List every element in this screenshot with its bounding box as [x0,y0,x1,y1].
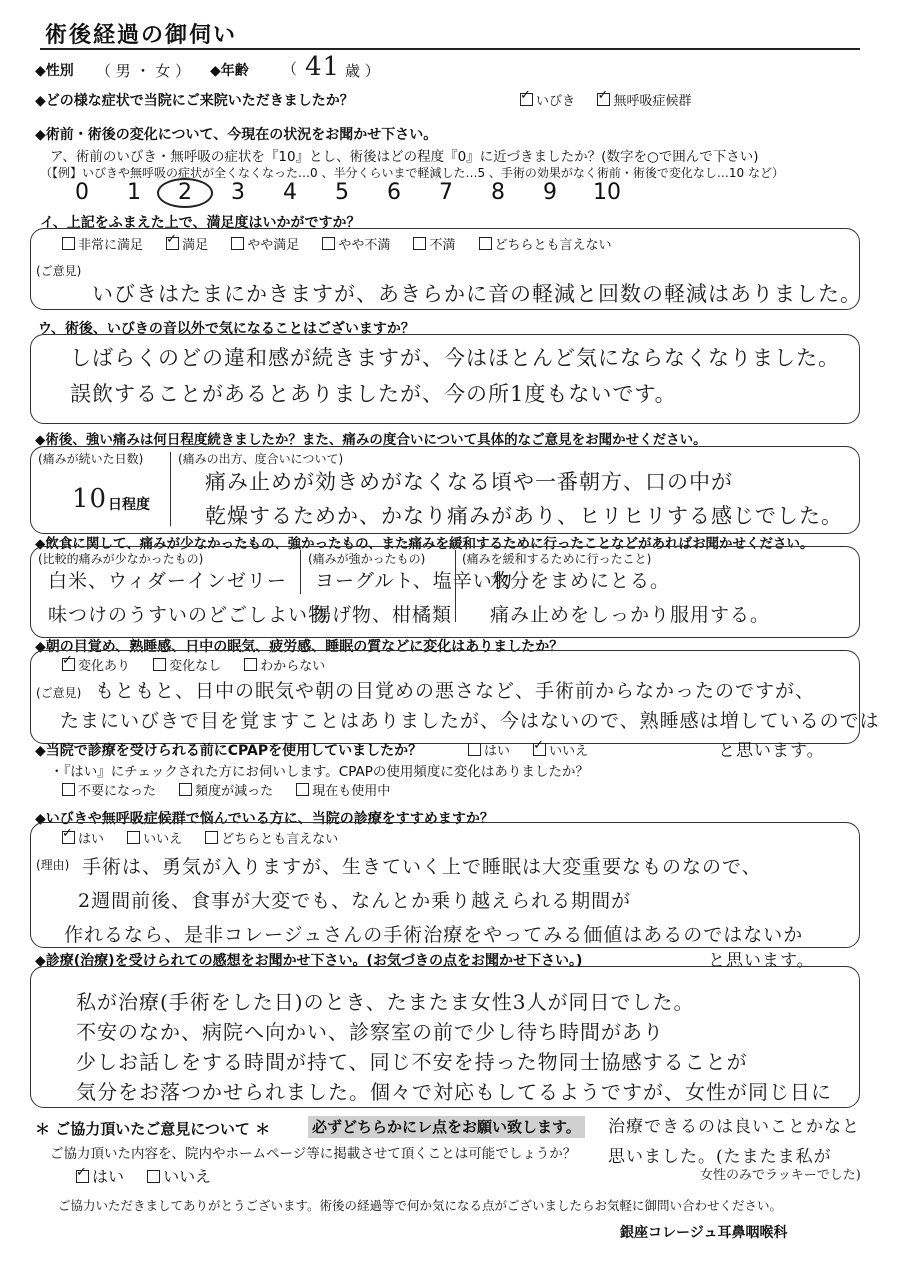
scale-3[interactable]: 3 [231,180,245,205]
gender-options[interactable]: （ 男 ・ 女 ） [96,62,191,80]
scale-2[interactable] [160,180,212,208]
food-col2-1[interactable]: ヨーグルト、塩辛い物 [315,570,513,592]
consent-option-no[interactable]: いいえ [147,1164,211,1187]
checkbox-icon[interactable] [479,237,492,250]
age-unit: 歳 ） [345,62,380,80]
impression-answer-1[interactable]: 私が治療(手術をした日)のとき、たまたま女性3人が同日でした。 [76,990,695,1014]
checkbox-icon[interactable] [413,237,426,250]
symptom-snoring-option[interactable]: ✓ いびき [520,90,575,109]
satisfaction-question: イ、上記をふまえた上で、満足度はいかがですか？ [40,215,361,231]
checkbox-checked-icon[interactable] [166,237,179,250]
checkbox-icon[interactable] [468,743,481,756]
pain-detail-1[interactable]: 痛み止めが効きめがなくなる頃や一番朝方、口の中が [205,470,733,494]
food-divider-1 [300,550,301,594]
morning-option-no-change[interactable]: 変化なし [153,655,221,674]
scale-1[interactable]: 1 [127,180,141,205]
consent-label: ＊ ご協力頂いたご意見について ＊ [35,1120,271,1138]
impression-question: ◆診療(治療)を受けられての感想をお聞かせ下さい。(お気づきの点をお聞かせ下さい。) [35,953,583,969]
checkbox-icon[interactable] [322,237,335,250]
pain-days-label: (痛みが続いた日数) [38,452,144,466]
cpap-sub-options [62,780,408,799]
pain-detail-label: (痛みの出方、度合いについて) [178,452,344,466]
satisfaction-opinion[interactable]: いびきはたまにかきますが、あきらかに音の軽減と回数の軽減はありました。 [92,282,862,306]
scale-0[interactable]: 0 [75,180,89,205]
recommend-reason-4[interactable]: と思います。 [708,951,815,971]
checkbox-checked-icon[interactable] [597,93,610,106]
scale-selected-circle: 2 [157,178,213,208]
cpap-question: ◆当院で診療を受けられる前にCPAPを使用していましたか？ [35,743,423,759]
checkbox-icon[interactable] [62,783,75,796]
morning-opinion-1[interactable]: もともと、日中の眠気や朝の目覚めの悪さなど、手術前からなかったのですが、 [95,680,816,702]
food-divider-2 [455,550,456,622]
satisfaction-options [62,234,630,253]
age-paren: （ [282,60,298,78]
food-question: ◆飲食に関して、痛みが少なかったもの、強かったもの、また痛みを緩和するために行ったことなどがあればお聞かせください。 [35,536,814,552]
impression-answer-2[interactable]: 不安のなか、病院へ向かい、診察室の前で少し待ち時間があり [76,1020,664,1044]
footer-thanks: ご協力いただきましてありがとうございます。術後の経過等で何か気になる点がございましたらお気軽に御問い合わせください。 [58,1198,783,1213]
title-underline [40,48,860,50]
checkbox-icon[interactable] [127,831,140,844]
recommend-reason-1[interactable]: 手術は、勇気が入りますが、生きていく上で睡眠は大変重要なものなので、 [82,856,762,878]
symptom-apnea-option[interactable]: ✓ 無呼吸症候群 [597,90,691,109]
checkbox-checked-icon[interactable] [62,658,75,671]
morning-option-unknown[interactable]: わからない [244,655,325,674]
checkbox-icon[interactable] [62,237,75,250]
checkbox-icon[interactable] [153,658,166,671]
morning-options [62,655,343,674]
symptoms-options [520,90,709,109]
sat-option-satisfied[interactable]: ✓ 満足 [166,234,208,253]
recommend-option-neither[interactable]: どちらとも言えない [205,828,338,847]
morning-opinion-2[interactable]: たまにいびきで目を覚ますことはありましたが、今はないので、熟睡感は増しているのでは [60,710,880,732]
morning-question: ◆朝の目覚め、熟睡感、日中の眠気、疲労感、睡眠の質などに変化はありましたか？ [35,639,564,655]
age-value[interactable]: 41 [305,52,341,82]
checkbox-icon[interactable] [179,783,192,796]
morning-option-changed[interactable]: ✓変化あり [62,655,130,674]
food-col1-label: (比較的痛みが少なかったもの) [38,552,204,566]
food-col1-2[interactable]: 味つけのうすいのどごしよい物 [48,604,329,626]
pain-days-value[interactable]: 10 [72,484,108,514]
impression-answer-7[interactable]: 女性のみでラッキーでした) [700,1168,861,1183]
other-answer-2[interactable]: 誤飲することがあるとありましたが、今の所1度もないです。 [70,382,677,406]
impression-answer-5[interactable]: 治療できるのは良いことかなと [608,1117,860,1137]
change-scale [56,180,638,208]
consent-question: ご協力頂いた内容を、院内やホームページ等に掲載させて頂くことは可能でしょうか？ [50,1146,577,1162]
scale-5[interactable]: 5 [335,180,349,205]
recommend-reason-2[interactable]: 2週間前後、食事が大変でも、なんとか乗り越えられる期間が [78,890,632,912]
age-label: ◆年齢 [210,63,249,79]
checkbox-icon[interactable] [205,831,218,844]
scale-10[interactable]: 10 [593,180,621,205]
sat-option-somewhat-dis[interactable]: やや不満 [322,234,390,253]
cpap-options [468,740,606,759]
checkbox-icon[interactable] [231,237,244,250]
pain-days-unit: 日程度 [108,497,150,513]
consent-required: 必ずどちらかにレ点をお願い致します。 [308,1116,585,1137]
food-col3-2[interactable]: 痛み止めをしっかり服用する。 [490,604,771,626]
change-example: （【例】いびきや無呼吸の症状が全くなくなった…0 、半分くらいまで軽減した…5 、手術の効果がなく術前・術後で変化なし…10 など） [40,166,784,180]
checkbox-checked-icon[interactable] [533,743,546,756]
scale-7[interactable]: 7 [439,180,453,205]
morning-opinion-3[interactable]: と思います。 [718,741,825,761]
satisfaction-opinion-label: (ご意見) [36,264,82,278]
recommend-reason-3[interactable]: 作れるなら、是非コレージュさんの手術治療をやってみる価値はあるのではないか [64,924,804,946]
checkbox-checked-icon[interactable] [62,831,75,844]
recommend-option-no[interactable]: いいえ [127,828,182,847]
cpap-option-no[interactable]: ✓ いいえ [533,740,588,759]
change-question: ◆術前・術後の変化について、今現在の状況をお聞かせ下さい。 [35,127,438,143]
cpap-option-yes[interactable]: はい [468,740,510,759]
other-answer-1[interactable]: しばらくのどの違和感が続きますが、今はほとんど気にならなくなりました。 [70,346,840,370]
cpap-sub-question: ・『はい』にチェックされた方にお伺いします。CPAPの使用頻度に変化はありましたか？ [50,764,589,780]
cpap-sub-unneeded[interactable]: 不要になった [62,780,156,799]
impression-answer-4[interactable]: 気分をお落つかせられました。個々で対応もしてるようですが、女性が同じ日に [76,1080,832,1104]
recommend-options [62,828,356,847]
impression-answer-6[interactable]: 思いました。(たまたま私が [608,1147,832,1167]
consent-option-yes[interactable]: ✓はい [76,1164,124,1187]
scale-9[interactable]: 9 [543,180,557,205]
change-line-a: ア、術前のいびき・無呼吸の症状を『10』とし、術後はどの程度『0』に近づきましたか？(数字を○で囲んで下さい) [50,149,759,165]
checkbox-checked-icon[interactable] [520,93,533,106]
page-title: 術後経過の御伺い [45,23,238,48]
pain-divider [170,452,171,526]
sat-option-neither[interactable]: どちらとも言えない [479,234,612,253]
gender-label: ◆性別 [35,63,74,79]
sat-option-somewhat[interactable]: やや満足 [231,234,299,253]
sat-option-very[interactable]: 非常に満足 [62,234,143,253]
consent-options [76,1164,229,1187]
clinic-name: 銀座コレージュ耳鼻咽喉科 [620,1225,788,1241]
sat-option-dis[interactable]: 不満 [413,234,455,253]
food-col3-1[interactable]: 水分をまめにとる。 [490,570,671,592]
food-col1-1[interactable]: 白米、ウィダーインゼリー [48,570,287,592]
symptoms-question: ◆どの様な症状で当院にご来院いただきましたか？ [35,93,354,109]
food-col2-label: (痛みが強かったもの) [308,552,426,566]
checkbox-icon[interactable] [147,1170,160,1183]
checkbox-icon[interactable] [244,658,257,671]
pain-question: ◆術後、強い痛みは何日程度続きましたか？また、痛みの度合いについて具体的なご意見をお聞かせください。 [35,432,707,448]
scale-4[interactable]: 4 [283,180,297,205]
other-question: ウ、術後、いびきの音以外で気になることはございますか？ [38,321,415,337]
checkbox-icon[interactable] [296,783,309,796]
morning-opinion-label: (ご意見) [36,686,82,700]
food-col3-label: (痛みを緩和するために行ったこと) [462,552,652,566]
recommend-question: ◆いびきや無呼吸症候群で悩んでいる方に、当院の診療をすすめますか？ [35,811,494,827]
checkbox-checked-icon[interactable] [76,1170,89,1183]
food-col2-2[interactable]: 揚げ物、柑橘類 [312,604,453,626]
impression-answer-3[interactable]: 少しお話しをする時間が持て、同じ不安を持った物同士協感することが [76,1050,748,1074]
recommend-reason-label: (理由) [36,858,70,872]
cpap-sub-reduced[interactable]: 頻度が減った [179,780,273,799]
recommend-option-yes[interactable]: ✓はい [62,828,104,847]
cpap-sub-still[interactable]: 現在も使用中 [296,780,390,799]
pain-detail-2[interactable]: 乾燥するためか、かなり痛みがあり、ヒリヒリする感じでした。 [205,504,843,528]
scale-8[interactable]: 8 [491,180,505,205]
scale-6[interactable]: 6 [387,180,401,205]
